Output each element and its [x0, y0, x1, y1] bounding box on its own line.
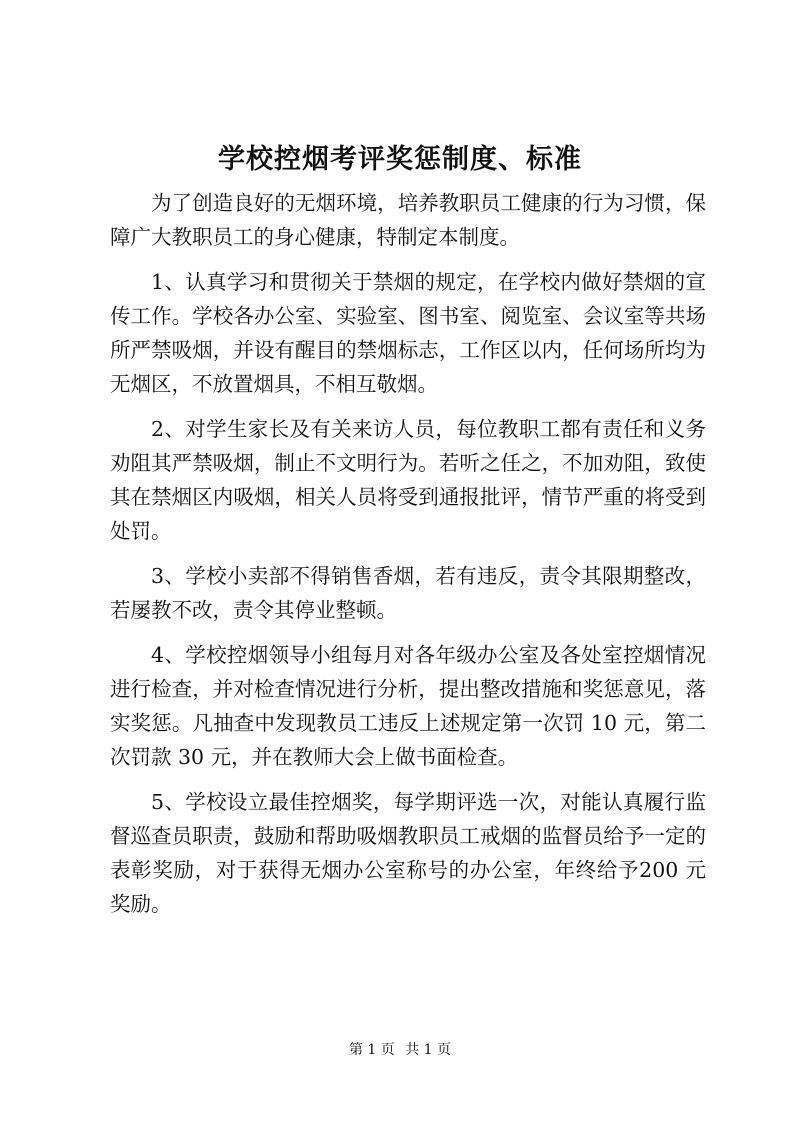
paragraph-intro: 为了创造良好的无烟环境，培养教职员工健康的行为习惯，保障广大教职员工的身心健康，特制定本制度。	[110, 191, 706, 249]
page-number: 第 1 页	[348, 1042, 395, 1058]
paragraph-rule-5: 5、学校设立最佳控烟奖，每学期评选一次，对能认真履行监督巡查员职责，鼓励和帮助吸烟教职员工戒烟的监督员给予一定的表彰奖励，对于获得无烟办公室称号的办公室，年终给予200 元奖励。	[110, 790, 706, 916]
paragraph-rule-2: 2、对学生家长及有关来访人员，每位教职工都有责任和义务劝阻其严禁吸烟，制止不文明行为。若听之任之，不加劝阻，致使其在禁烟区内吸烟，相关人员将受到通报批评，情节严重的将受到处罚。	[110, 417, 706, 543]
paragraph-rule-3: 3、学校小卖部不得销售香烟，若有违反，责令其限期整改，若屡教不改，责令其停业整顿。	[110, 564, 706, 622]
document-body	[110, 186, 706, 932]
paragraph-rule-1: 1、认真学习和贯彻关于禁烟的规定，在学校内做好禁烟的宣传工作。学校各办公室、实验室、图书室、阅览室、会议室等共场所严禁吸烟，并设有醒目的禁烟标志，工作区以内，任何场所均为无烟区，不放置烟具，不相互敬烟。	[110, 270, 706, 396]
page-footer	[0, 1040, 800, 1060]
paragraph-rule-4: 4、学校控烟领导小组每月对各年级办公室及各处室控烟情况进行检查，并对检查情况进行分析，提出整改措施和奖惩意见，落实奖惩。凡抽查中发现教员工违反上述规定第一次罚 10 元，第二次罚款 30 元，并在教师大会上做书面检查。	[110, 643, 706, 769]
document-title: 学校控烟考评奖惩制度、标准	[218, 144, 582, 175]
page-total: 共 1 页	[405, 1042, 452, 1058]
